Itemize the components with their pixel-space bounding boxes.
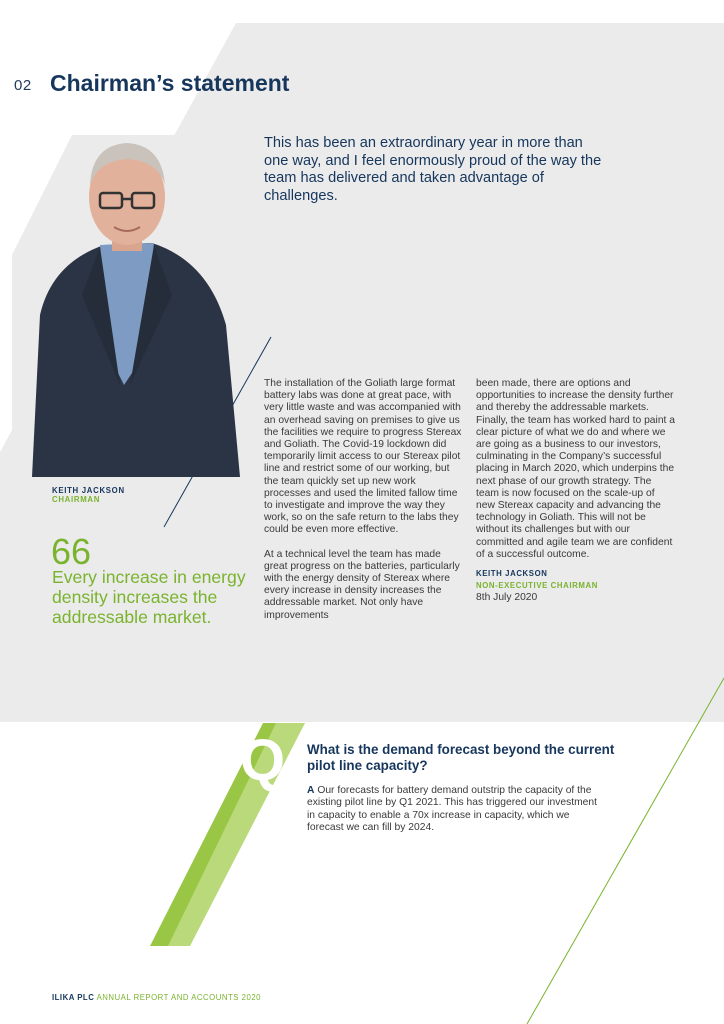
pull-quote: Every increase in energy density increases the addressable market. [52,567,246,628]
page-number: 02 [14,77,32,94]
signoff-name: KEITH JACKSON [476,569,548,579]
quote-mark-icon: 66 [51,531,92,572]
signoff-role: NON-EXECUTIVE CHAIRMAN [476,581,598,591]
body-column-2 [476,378,676,605]
body-paragraph: At a technical level the team has made great progress on the batteries, particularly with the energy density of Stereax where every increase in density increases the addressable market. Not only have improvements [264,548,460,621]
body-column-1 [264,378,462,634]
footer-report-title: ANNUAL REPORT AND ACCOUNTS 2020 [96,993,261,1002]
body-paragraph: been made, there are options and opportunities to increase the density further and thereby the addressable markets. Finally, the team has worked hard to paint a clear picture of what we do and where we are going as a business to our investors, culminating in the Company’s successful placing in March 2020, which underpins the next phase of our growth strategy. The team is now focused on the scale-up of new Stereax capacity and advancing the technology in Goliath. This will not be without its challenges but with our committed and agile team we are confident of a successful outcome. [476,378,675,560]
qa-answer-text: Our forecasts for battery demand outstrip the capacity of the existing pilot line by Q1 2021. This has triggered our investment in capacity to enable a 70x increase in capacity, which we forecast we can fill by 2024. [307,785,597,833]
qa-answer-lead: A [307,785,315,796]
footer [52,993,261,1002]
qa-answer [307,785,597,834]
signoff-date: 8th July 2020 [476,592,538,604]
portrait-caption-name: KEITH JACKSON [52,486,125,495]
portrait-caption-role: CHAIRMAN [52,495,101,504]
intro-statement: This has been an extraordinary year in more than one way, and I feel enormously proud of the way the team has delivered and taken advantage of challenges. [264,135,602,204]
qa-question: What is the demand forecast beyond the current pilot line capacity? [307,742,615,774]
page-title: Chairman’s statement [50,70,290,96]
q-letter-icon: Q [240,728,286,793]
chairman-portrait [12,135,242,477]
body-paragraph: The installation of the Goliath large format battery labs was done at great pace, with very little waste and was accompanied with an overhead saving on premises to give us the facilities we require to progress Stereax and Goliath. The Covid-19 lockdown did temporarily limit access to our Stereax pilot line and restrict some of our working, but the team quickly set up new work processes and used the limited fallow time to investigate and improve the way they work, so on the safe return to the labs they could be even more effective. [264,378,462,536]
footer-company: ILIKA PLC [52,993,95,1002]
